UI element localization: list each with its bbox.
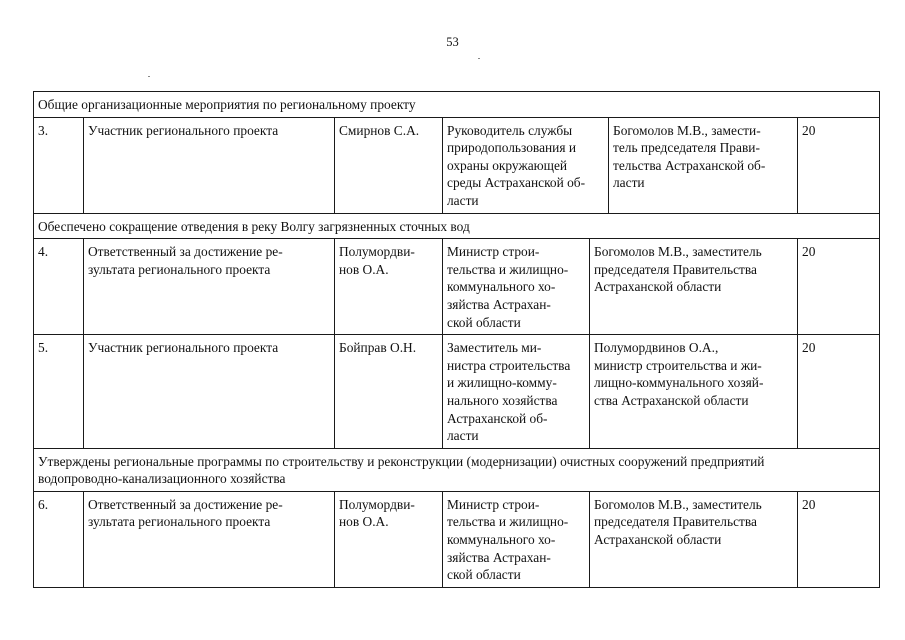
row-number: 3. <box>34 117 84 213</box>
scan-speck <box>478 58 480 59</box>
scan-speck <box>148 76 150 77</box>
table-row <box>34 117 880 213</box>
section-header-row <box>34 448 880 491</box>
table-row <box>34 335 880 449</box>
workload-percent: 20 <box>798 117 880 213</box>
page-number: 53 <box>446 35 459 49</box>
section-title: Утверждены региональные программы по строительству и реконструкции (модернизации) очистных сооружений предприятий водопроводно-канализационного хозяйства <box>34 448 880 491</box>
row-number: 6. <box>34 491 84 587</box>
project-role: Ответственный за достижение ре- зультата регионального проекта <box>84 491 335 587</box>
roles-table <box>33 91 880 588</box>
person-position: Заместитель ми- нистра строительства и жилищно-комму- нального хозяйства Астраханской об- ласти <box>443 335 590 449</box>
workload-percent: 20 <box>798 239 880 335</box>
direct-supervisor: Богомолов М.В., заместитель председателя Правительства Астраханской области <box>590 491 798 587</box>
person-position: Руководитель службы природопользования и охраны окружающей среды Астраханской об- ласти <box>443 117 609 213</box>
person-name: Полумордви- нов О.А. <box>335 491 443 587</box>
direct-supervisor: Богомолов М.В., заместитель председателя Правительства Астраханской области <box>590 239 798 335</box>
workload-percent: 20 <box>798 491 880 587</box>
table-row <box>34 239 880 335</box>
row-number: 4. <box>34 239 84 335</box>
person-position: Министр строи- тельства и жилищно- коммунального хо- зяйства Астрахан- ской области <box>443 491 590 587</box>
direct-supervisor: Богомолов М.В., замести- тель председателя Прави- тельства Астраханской об- ласти <box>609 117 798 213</box>
workload-percent: 20 <box>798 335 880 449</box>
person-position: Министр строи- тельства и жилищно- коммунального хо- зяйства Астрахан- ской области <box>443 239 590 335</box>
section-header-row <box>34 213 880 239</box>
section-title: Обеспечено сокращение отведения в реку Волгу загрязненных сточных вод <box>34 213 880 239</box>
person-name: Полумордви- нов О.А. <box>335 239 443 335</box>
direct-supervisor: Полумордвинов О.А., министр строительства и жи- лищно-коммунального хозяй- ства Астраханской области <box>590 335 798 449</box>
table-row <box>34 491 880 587</box>
project-role: Ответственный за достижение ре- зультата регионального проекта <box>84 239 335 335</box>
section-header-row <box>34 92 880 118</box>
row-number: 5. <box>34 335 84 449</box>
person-name: Смирнов С.А. <box>335 117 443 213</box>
project-role: Участник регионального проекта <box>84 335 335 449</box>
person-name: Бойправ О.Н. <box>335 335 443 449</box>
project-role: Участник регионального проекта <box>84 117 335 213</box>
section-title: Общие организационные мероприятия по региональному проекту <box>34 92 880 118</box>
